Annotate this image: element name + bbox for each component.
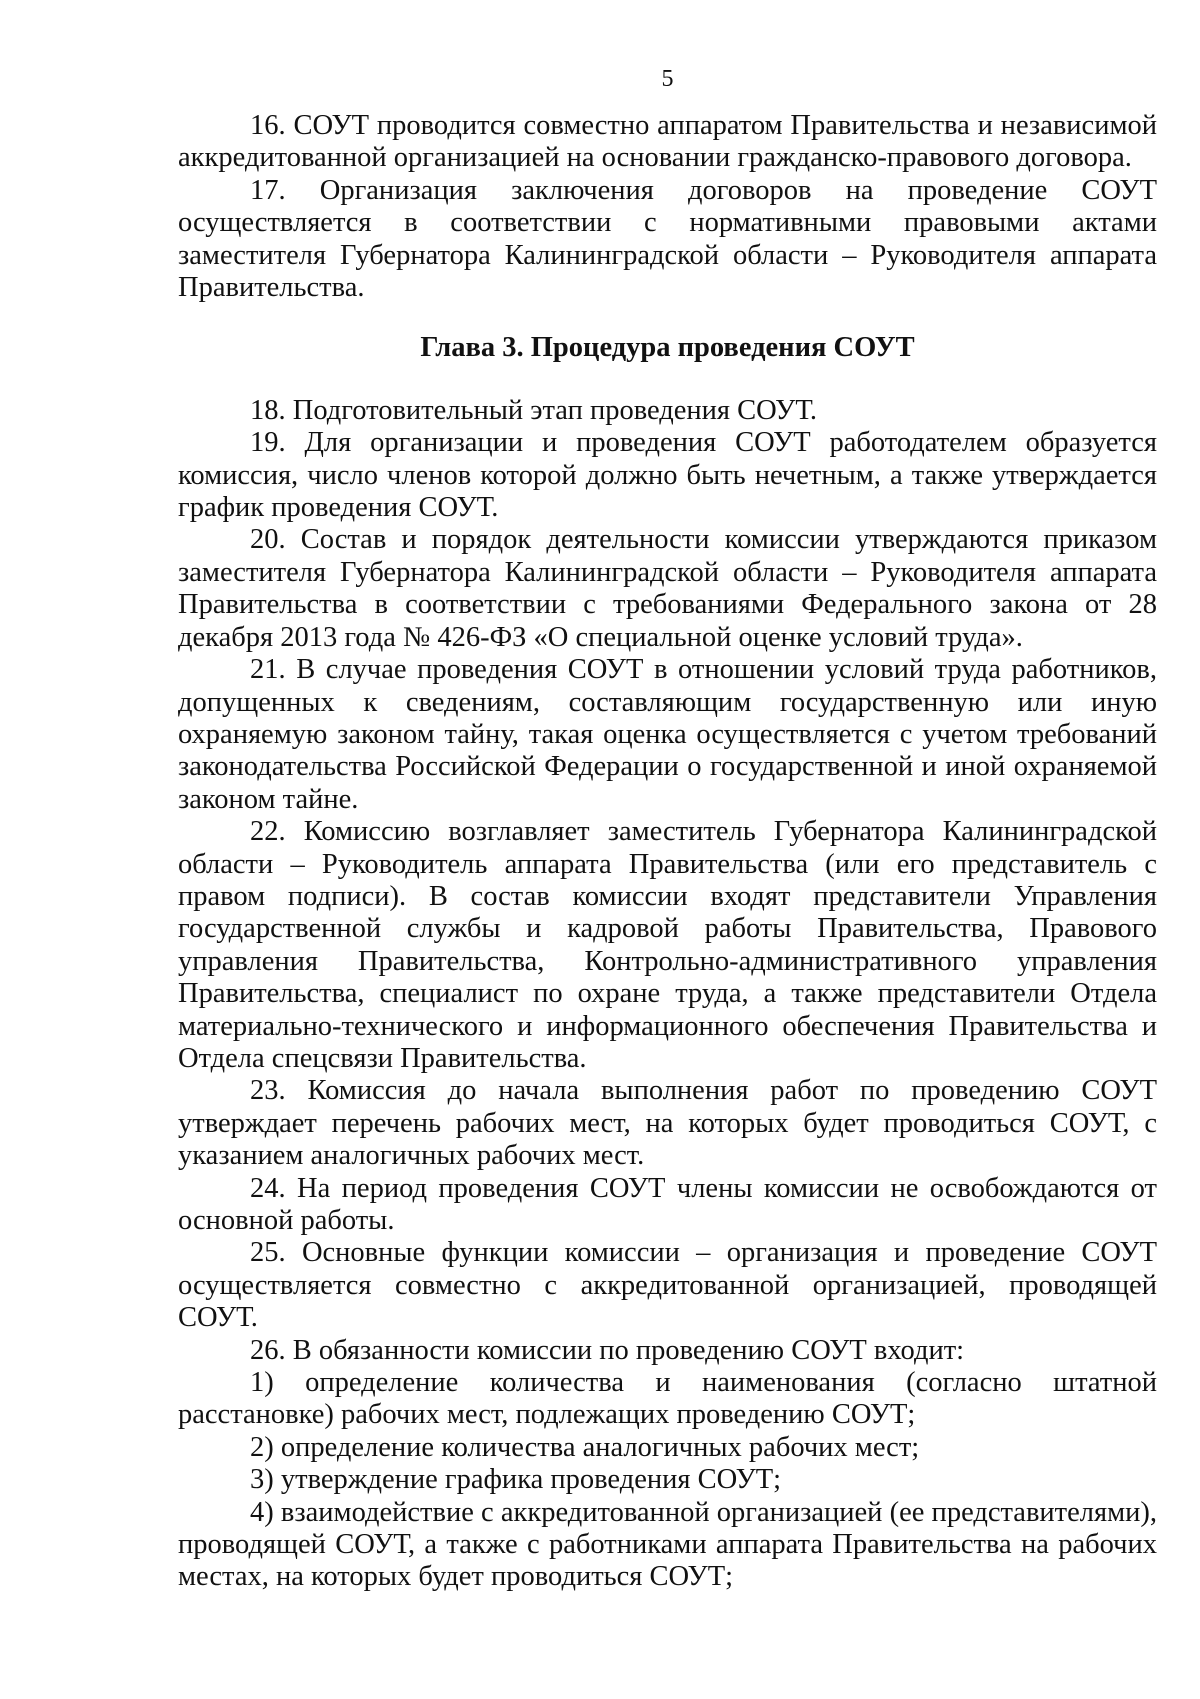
list-item-2: 2) определение количества аналогичных рабочих мест; bbox=[250, 1431, 920, 1463]
paragraph-25: 25. Основные функции комиссии – организация и проведение СОУТ осуществляется совместно с аккредитованной организацией, проводящей СОУТ. bbox=[178, 1237, 1157, 1334]
paragraph-18: 18. Подготовительный этап проведения СОУТ. bbox=[250, 394, 817, 426]
paragraph-16: 16. СОУТ проводится совместно аппаратом Правительства и независимой аккредитованной организацией на основании гражданско-правового договора. bbox=[178, 110, 1157, 174]
chapter-title: Глава 3. Процедура проведения СОУТ bbox=[420, 332, 915, 364]
paragraph-23: 23. Комиссия до начала выполнения работ по проведению СОУТ утверждает перечень рабочих мест, на которых будет проводиться СОУТ, с указанием аналогичных рабочих мест. bbox=[178, 1075, 1157, 1172]
list-item-1: 1) определение количества и наименования (согласно штатной расстановке) рабочих мест, подлежащих проведению СОУТ; bbox=[178, 1367, 1157, 1431]
paragraph-20: 20. Состав и порядок деятельности комиссии утверждаются приказом заместителя Губернатора Калининградской области – Руководителя аппарата Правительства в соответствии с требованиями Федерального закона от 28 декабря 2013 года № 426-ФЗ «О специальной оценке условий труда». bbox=[178, 524, 1157, 653]
document-body bbox=[178, 110, 1157, 1594]
list-item-4: 4) взаимодействие с аккредитованной организацией (ее представителями), проводящей СОУТ, а также с работниками аппарата Правительства на рабочих местах, на которых будет проводиться СОУТ; bbox=[178, 1496, 1157, 1593]
paragraph-21: 21. В случае проведения СОУТ в отношении условий труда работников, допущенных к сведениям, составляющим государственную или иную охраняемую законом тайну, такая оценка осуществляется с учетом требований законодательства Российской Федерации о государственной и иной охраняемой законом тайне. bbox=[178, 654, 1157, 815]
paragraph-22: 22. Комиссию возглавляет заместитель Губернатора Калининградской области – Руководитель аппарата Правительства (или его представитель с правом подписи). В состав комиссии входят представители Управления государственной службы и кадровой работы Правительства, Правового управления Правительства, Контрольно-административного управления Правительства, специалист по охране труда, а также представители Отдела материально-технического и информационного обеспечения Правительства и Отдела спецсвязи Правительства. bbox=[178, 816, 1157, 1074]
paragraph-26: 26. В обязанности комиссии по проведению СОУТ входит: bbox=[250, 1334, 965, 1366]
paragraph-19: 19. Для организации и проведения СОУТ работодателем образуется комиссия, число членов которой должно быть нечетным, а также утверждается график проведения СОУТ. bbox=[178, 427, 1157, 524]
page-number: 5 bbox=[661, 66, 674, 92]
paragraph-24: 24. На период проведения СОУТ члены комиссии не освобождаются от основной работы. bbox=[178, 1172, 1157, 1236]
list-item-3: 3) утверждение графика проведения СОУТ; bbox=[250, 1464, 782, 1496]
paragraph-17: 17. Организация заключения договоров на проведение СОУТ осуществляется в соответствии с нормативными правовыми актами заместителя Губернатора Калининградской области – Руководителя аппарата Правительства. bbox=[178, 174, 1157, 304]
